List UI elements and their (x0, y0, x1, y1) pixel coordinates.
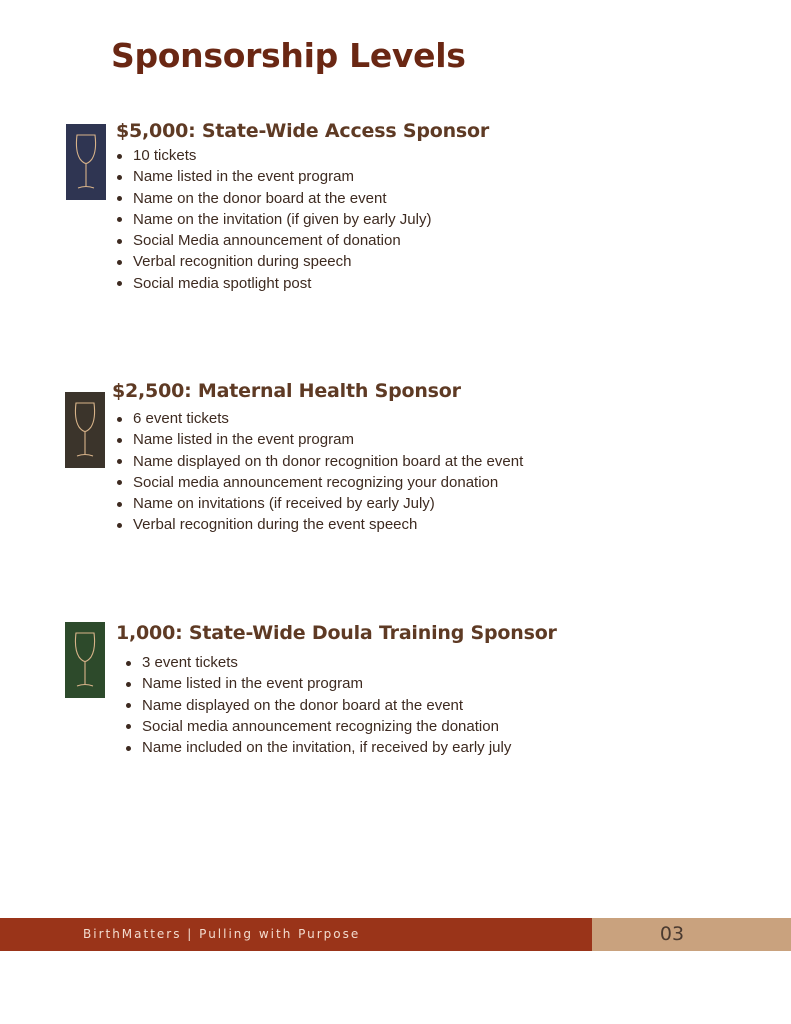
list-item: Social media spotlight post (116, 273, 431, 294)
list-item: Name listed in the event program (116, 429, 523, 450)
list-item: Name displayed on the donor board at the event (125, 695, 511, 716)
list-item: Social Media announcement of donation (116, 230, 431, 251)
footer-bar (0, 918, 592, 951)
list-item: Name on the invitation (if given by early July) (116, 209, 431, 230)
level-heading: 1,000: State-Wide Doula Training Sponsor (116, 622, 557, 644)
level-badge (66, 124, 106, 200)
page-title: Sponsorship Levels (111, 36, 466, 75)
list-item: Name included on the invitation, if received by early july (125, 737, 511, 758)
list-item: Verbal recognition during the event speech (116, 514, 523, 535)
level-heading: $5,000: State-Wide Access Sponsor (116, 120, 490, 142)
wine-glass-icon (71, 401, 99, 459)
footer-tagline: BirthMatters | Pulling with Purpose (83, 927, 361, 941)
list-item: Name listed in the event program (116, 166, 431, 187)
benefits-list (116, 408, 523, 536)
list-item: 10 tickets (116, 145, 431, 166)
list-item: Name displayed on th donor recognition board at the event (116, 451, 523, 472)
page-number: 03 (659, 923, 685, 945)
list-item: Name on the donor board at the event (116, 188, 431, 209)
list-item: 6 event tickets (116, 408, 523, 429)
list-item: Social media announcement recognizing the donation (125, 716, 511, 737)
list-item: Name listed in the event program (125, 673, 511, 694)
wine-glass-icon (72, 133, 100, 191)
list-item: Social media announcement recognizing your donation (116, 472, 523, 493)
wine-glass-icon (71, 631, 99, 689)
level-badge (65, 392, 105, 468)
benefits-list (125, 652, 511, 758)
level-heading: $2,500: Maternal Health Sponsor (112, 380, 461, 402)
page-number-box (592, 918, 791, 951)
list-item: Verbal recognition during speech (116, 251, 431, 272)
benefits-list (116, 145, 431, 294)
list-item: 3 event tickets (125, 652, 511, 673)
level-badge (65, 622, 105, 698)
list-item: Name on invitations (if received by early July) (116, 493, 523, 514)
